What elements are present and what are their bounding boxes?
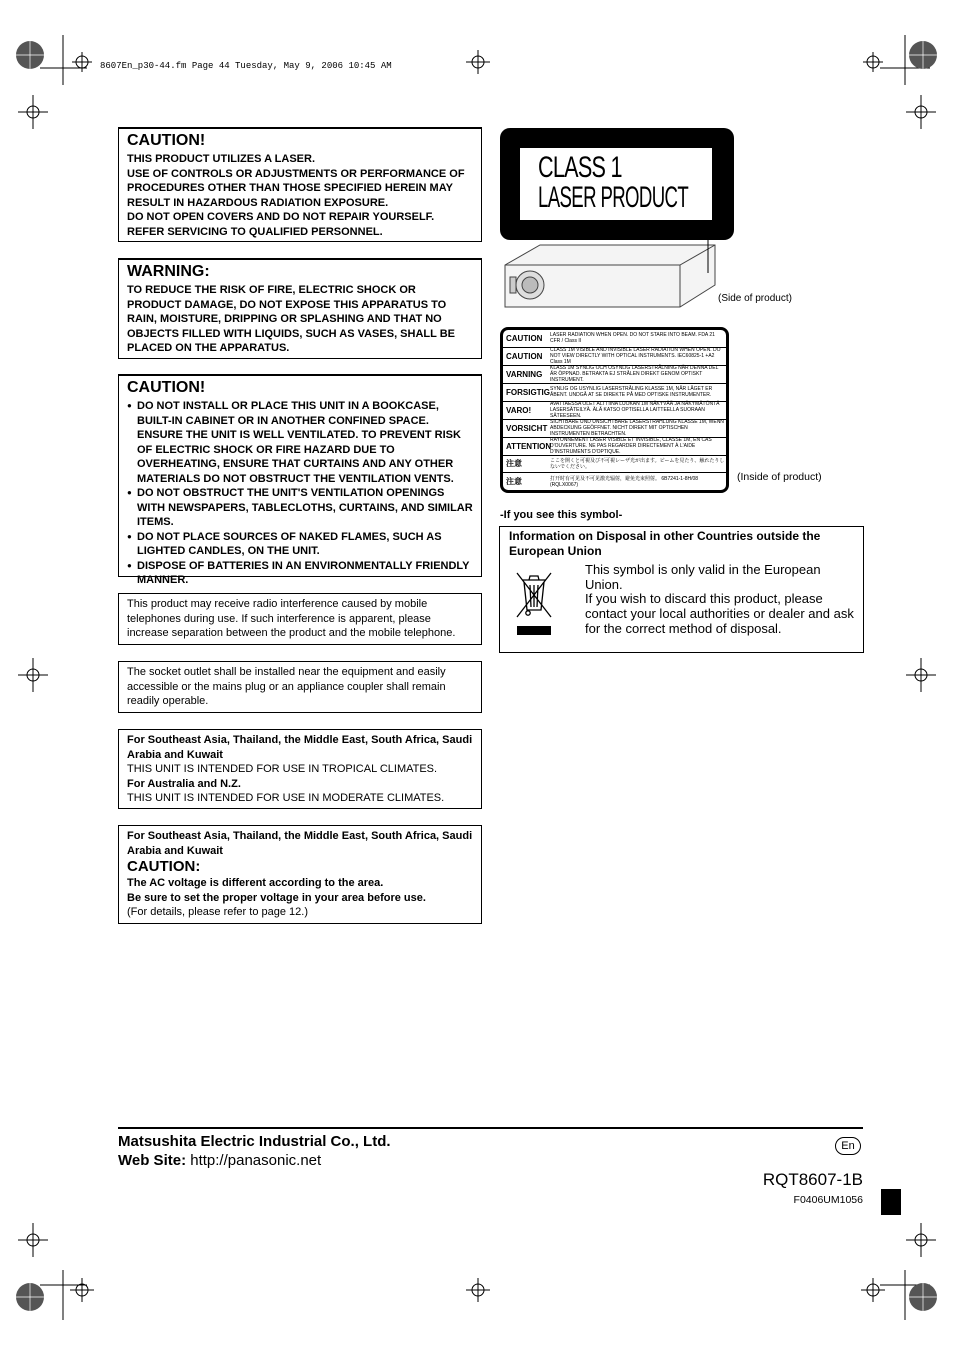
label-text: CLASS 1M VISIBLE AND INVISIBLE LASER RADIATION WHEN OPEN. DO NOT VIEW DIRECTLY WITH OPTICAL INSTRUMENTS. IEC60825-1 +A2 Class 1M [550,347,721,366]
voltage-title: CAUTION: [127,858,201,875]
web-url: http://panasonic.net [190,1152,322,1169]
print-code: F0406UM1056 [793,1194,863,1206]
caution-laser-box [118,127,482,242]
label-word: ATTENTION [506,441,552,451]
climate-text: THIS UNIT IS INTENDED FOR USE IN MODERATE CLIMATES. [127,792,445,804]
label-text: SICHTBARE UND UNSICHTBARE LASERSTRAHLUNG KLASSE 1M, WENN ABDECKUNG GEÖFFNET. NICHT DIREKT MIT OPTISCHEN INSTRUMENTEN BETRACHTEN. [550,419,724,437]
interference-box [118,593,482,645]
disposal-box [499,526,864,653]
socket-text: The socket outlet shall be installed near the equipment and easily accessible or the mains plug or an appliance coupler shall remain readily operable. [127,666,446,707]
disposal-lead: -If you see this symbol- [500,509,623,521]
caution-line: USE OF CONTROLS OR ADJUSTMENTS OR PERFORMANCE OF PROCEDURES OTHER THAN THOSE SPECIFIED HEREIN MAY RESULT IN HAZARDOUS RADIATION EXPOSURE. [127,167,465,209]
label-text: 打开时有可见及不可见激光辐射，避免光束照射。 6B7241-1-8H/08 (RQLX0067) [550,475,699,488]
label-word: CAUTION [506,333,543,343]
web-label: Web Site: [118,1152,187,1169]
product-side-illustration [500,235,730,315]
laser-label-line1: CLASS 1 [538,151,622,184]
label-word: 注意 [506,477,522,487]
label-text: AVATTAESSA OLET ALTTIINA LUOKAN 1M NÄKYVÄÄ JA NÄKYMÄTÖNTÄ LASERSÄTEILYÄ. ÄLÄ KATSO OPTISELLA LAITTEELLA SUORAAN SÄTEESEEN. [550,401,720,419]
label-word: FORSIGTIG [506,387,550,397]
voltage-line: Be sure to set the proper voltage in your area before use. [127,891,426,904]
caution-bullet: ● DO NOT INSTALL OR PLACE THIS UNIT IN A BOOKCASE, BUILT-IN CABINET OR IN ANOTHER CONFINED SPACE. ENSURE THE UNIT IS WELL VENTILATED. TO PREVENT RISK OF ELECTRIC SHOCK OR FIRE HAZARD DUE TO OVERHEATING, ENSURE THAT CURTAINS AND ANY OTHER MATERIALS DO NOT OBSTRUCT THE VENTILATION VENTS. [127,399,473,486]
laser-class-label [500,128,734,240]
label-text: ここを開くと可視及び不可視レーザ光が出ます。ビームを見たり、触れたりしないでください。 [550,457,725,470]
warning-text: TO REDUCE THE RISK OF FIRE, ELECTRIC SHOCK OR PRODUCT DAMAGE, DO NOT EXPOSE THIS APPARATUS TO RAIN, MOISTURE, DRIPPING OR SPLASHING AND THAT NO OBJECTS FILLED WITH LIQUIDS, SUCH AS VASES, SHALL BE PLACED ON THE APPARATUS. [127,284,455,354]
model-number: RQT8607-1B [762,1170,863,1189]
label-word: CAUTION [506,351,543,361]
label-word: 注意 [506,459,522,469]
company-name: Matsushita Electric Industrial Co., Ltd. [118,1133,391,1150]
climate-region: For Southeast Asia, Thailand, the Middle East, South Africa, Saudi Arabia and Kuwait [127,734,473,761]
inside-warning-label [500,327,729,493]
climate-region: For Australia and N.Z. [127,777,241,790]
label-word: VARNING [506,369,543,379]
climate-box [118,729,482,809]
voltage-box [118,825,482,924]
label-text: KLASS 1M SYNLIG OCH OSYNLIG LASERSTRÅLNING NÄR DENNA DEL ÄR ÖPPNAD. BETRAKTA EJ STRÅLEN DIREKT GENOM OPTISKT INSTRUMENT. [550,365,719,384]
label-word: VARO! [506,405,532,415]
label-text: LASER RADIATION WHEN OPEN. DO NOT STARE INTO BEAM. FDA 21 CFR / Class II [550,332,715,345]
caution-bullet: ● DISPOSE OF BATTERIES IN AN ENVIRONMENTALLY FRIENDLY MANNER. [127,559,473,588]
caution-line: DO NOT OPEN COVERS AND DO NOT REPAIR YOURSELF. REFER SERVICING TO QUALIFIED PERSONNEL. [127,211,435,238]
caution-bullet: ● DO NOT PLACE SOURCES OF NAKED FLAMES, SUCH AS LIGHTED CANDLES, ON THE UNIT. [127,530,473,559]
climate-text: THIS UNIT IS INTENDED FOR USE IN TROPICAL CLIMATES. [127,763,438,775]
laser-label-line2: LASER PRODUCT [538,181,689,214]
inside-caption: (Inside of product) [737,471,822,483]
disposal-text: This symbol is only valid in the European Union. [585,562,821,592]
page-edge-tab [881,1189,901,1215]
warning-box [118,258,482,359]
label-word: VORSICHT [506,423,548,433]
caution-title: CAUTION! [127,379,206,396]
lang-badge [835,1137,861,1155]
label-text: RAYONNEMENT LASER VISIBLE ET INVISIBLE, CLASSE 1M, EN CAS D'OUVERTURE. NE PAS REGARDER DIRECTEMENT À L'AIDE D'INSTRUMENTS D'OPTIQUE. [550,437,712,455]
warning-title: WARNING: [127,263,210,280]
label-text: SYNLIG OG USYNLIG LASERSTRÅLING KLASSE 1M, NÅR LÅGET ER ÅBENT. UNDGÅ AT SE DIREKTE PÅ MED OPTISKE INSTRUMENTER. [550,386,713,399]
interference-text: This product may receive radio interference caused by mobile telephones during use. If such interference is apparent, please increase separation between the product and the mobile telephone. [127,598,456,639]
voltage-region: For Southeast Asia, Thailand, the Middle East, South Africa, Saudi Arabia and Kuwait [127,830,473,857]
caution-bullet: ● DO NOT OBSTRUCT THE UNIT'S VENTILATION OPENINGS WITH NEWSPAPERS, TABLECLOTHS, CURTAINS, AND SIMILAR ITEMS. [127,486,473,530]
socket-box [118,661,482,713]
caution-line: THIS PRODUCT UTILIZES A LASER. [127,153,316,165]
caution-title: CAUTION! [127,132,206,149]
caution-ventilation-box [118,374,482,586]
footer-rule [118,1127,863,1129]
disposal-heading: Information on Disposal in other Countries outside the European Union [509,529,821,558]
lang-badge-text: En [841,1140,855,1152]
side-caption: (Side of product) [718,293,792,304]
voltage-note: (For details, please refer to page 12.) [127,906,308,918]
crossed-bin-icon [514,570,554,638]
voltage-line: The AC voltage is different according to the area. [127,877,384,889]
disposal-text: If you wish to discard this product, please contact your local authorities or dealer and ask for the correct method of disposal. [585,591,854,636]
file-info-header: 8607En_p30-44.fm Page 44 Tuesday, May 9, 2006 10:45 AM [100,61,392,71]
